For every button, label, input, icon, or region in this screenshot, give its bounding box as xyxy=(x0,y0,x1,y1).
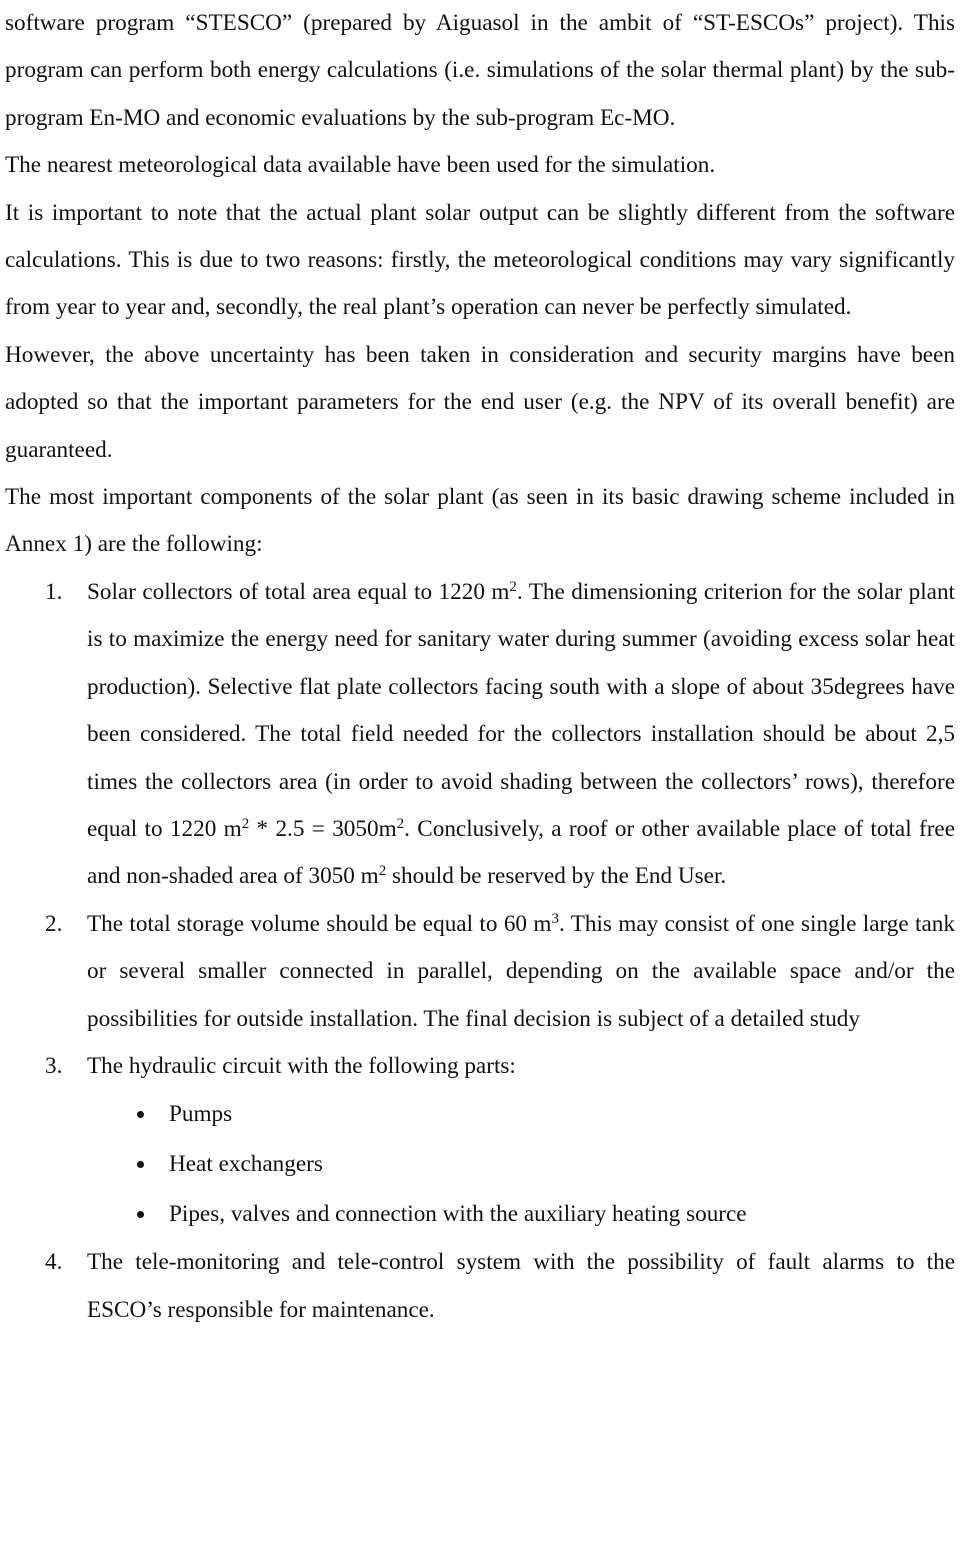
paragraph-software: software program “STESCO” (prepared by Aiguasol in the ambit of “ST-ESCOs” project). This program can perform both energy calculations (i.e. simulations of the solar thermal plant) by the sub-program En-MO and economic evaluations by the sub-program Ec-MO. xyxy=(5,10,955,131)
list-number: 1. xyxy=(45,578,63,605)
bullet-item: Heat exchangers xyxy=(5,1140,955,1190)
paragraph-margins: However, the above uncertainty has been taken in consideration and security margins have been adopted so that the important parameters for the end user (e.g. the NPV of its overall benefit) are guaranteed. xyxy=(5,341,955,463)
list-item-telemonitoring xyxy=(5,1239,955,1334)
bullet-icon xyxy=(137,1111,144,1118)
list-item-storage xyxy=(5,901,955,1043)
list-item-text: The total storage volume should be equal to 60 $m^3$. This may consist of one single large tank or several smaller connected in parallel, depending on the available space and/or the possibilities for outside installation. The final decision is subject of a detailed study xyxy=(87,910,955,1032)
list-item-hydraulic xyxy=(5,1043,955,1239)
bullet-icon xyxy=(137,1211,144,1218)
list-number: 4. xyxy=(45,1249,63,1276)
hydraulic-parts-list xyxy=(87,1090,955,1239)
bullet-item: Pumps xyxy=(5,1090,955,1140)
paragraph-uncertainty: It is important to note that the actual plant solar output can be slightly different from the software calculations. This is due to two reasons: firstly, the meteorological conditions may vary significantly from year to year and, secondly, the real plant’s operation can never be perfectly simulated. xyxy=(5,199,955,321)
document-page xyxy=(5,0,955,1334)
bullet-icon xyxy=(137,1161,144,1168)
list-number: 3. xyxy=(45,1052,63,1079)
bullet-item: Pipes, valves and connection with the auxiliary heating source xyxy=(5,1190,955,1240)
list-number: 2. xyxy=(45,910,63,937)
paragraph-components-intro: The most important components of the solar plant (as seen in its basic drawing scheme included in Annex 1) are the following: xyxy=(5,484,955,558)
list-item-text: The tele-monitoring and tele-control system with the possibility of fault alarms to the ESCO’s responsible for maintenance. xyxy=(87,1249,955,1323)
paragraph-meteo: The nearest meteorological data available have been used for the simulation. xyxy=(5,152,716,179)
components-list xyxy=(5,569,955,1334)
list-item-collectors xyxy=(5,569,955,901)
list-item-text: The hydraulic circuit with the following parts: xyxy=(87,1052,516,1079)
list-item-text: Solar collectors of total area equal to 1220 $m^2$. The dimensioning criterion for the solar plant is to maximize the energy need for sanitary water during summer (avoiding excess solar heat production). Selective flat plate collectors facing south with a slope of about 35degrees have been considered. The total field needed for the collectors installation should be about 2,5 times the collectors area (in order to avoid shading between the collectors’ rows), therefore equal to 1220 $m^2 * 2.5 = 3050m^2$. Conclusively, a roof or other available place of total free and non-shaded area of 3050 $m^2$ should be reserved by the End User. xyxy=(87,578,955,890)
